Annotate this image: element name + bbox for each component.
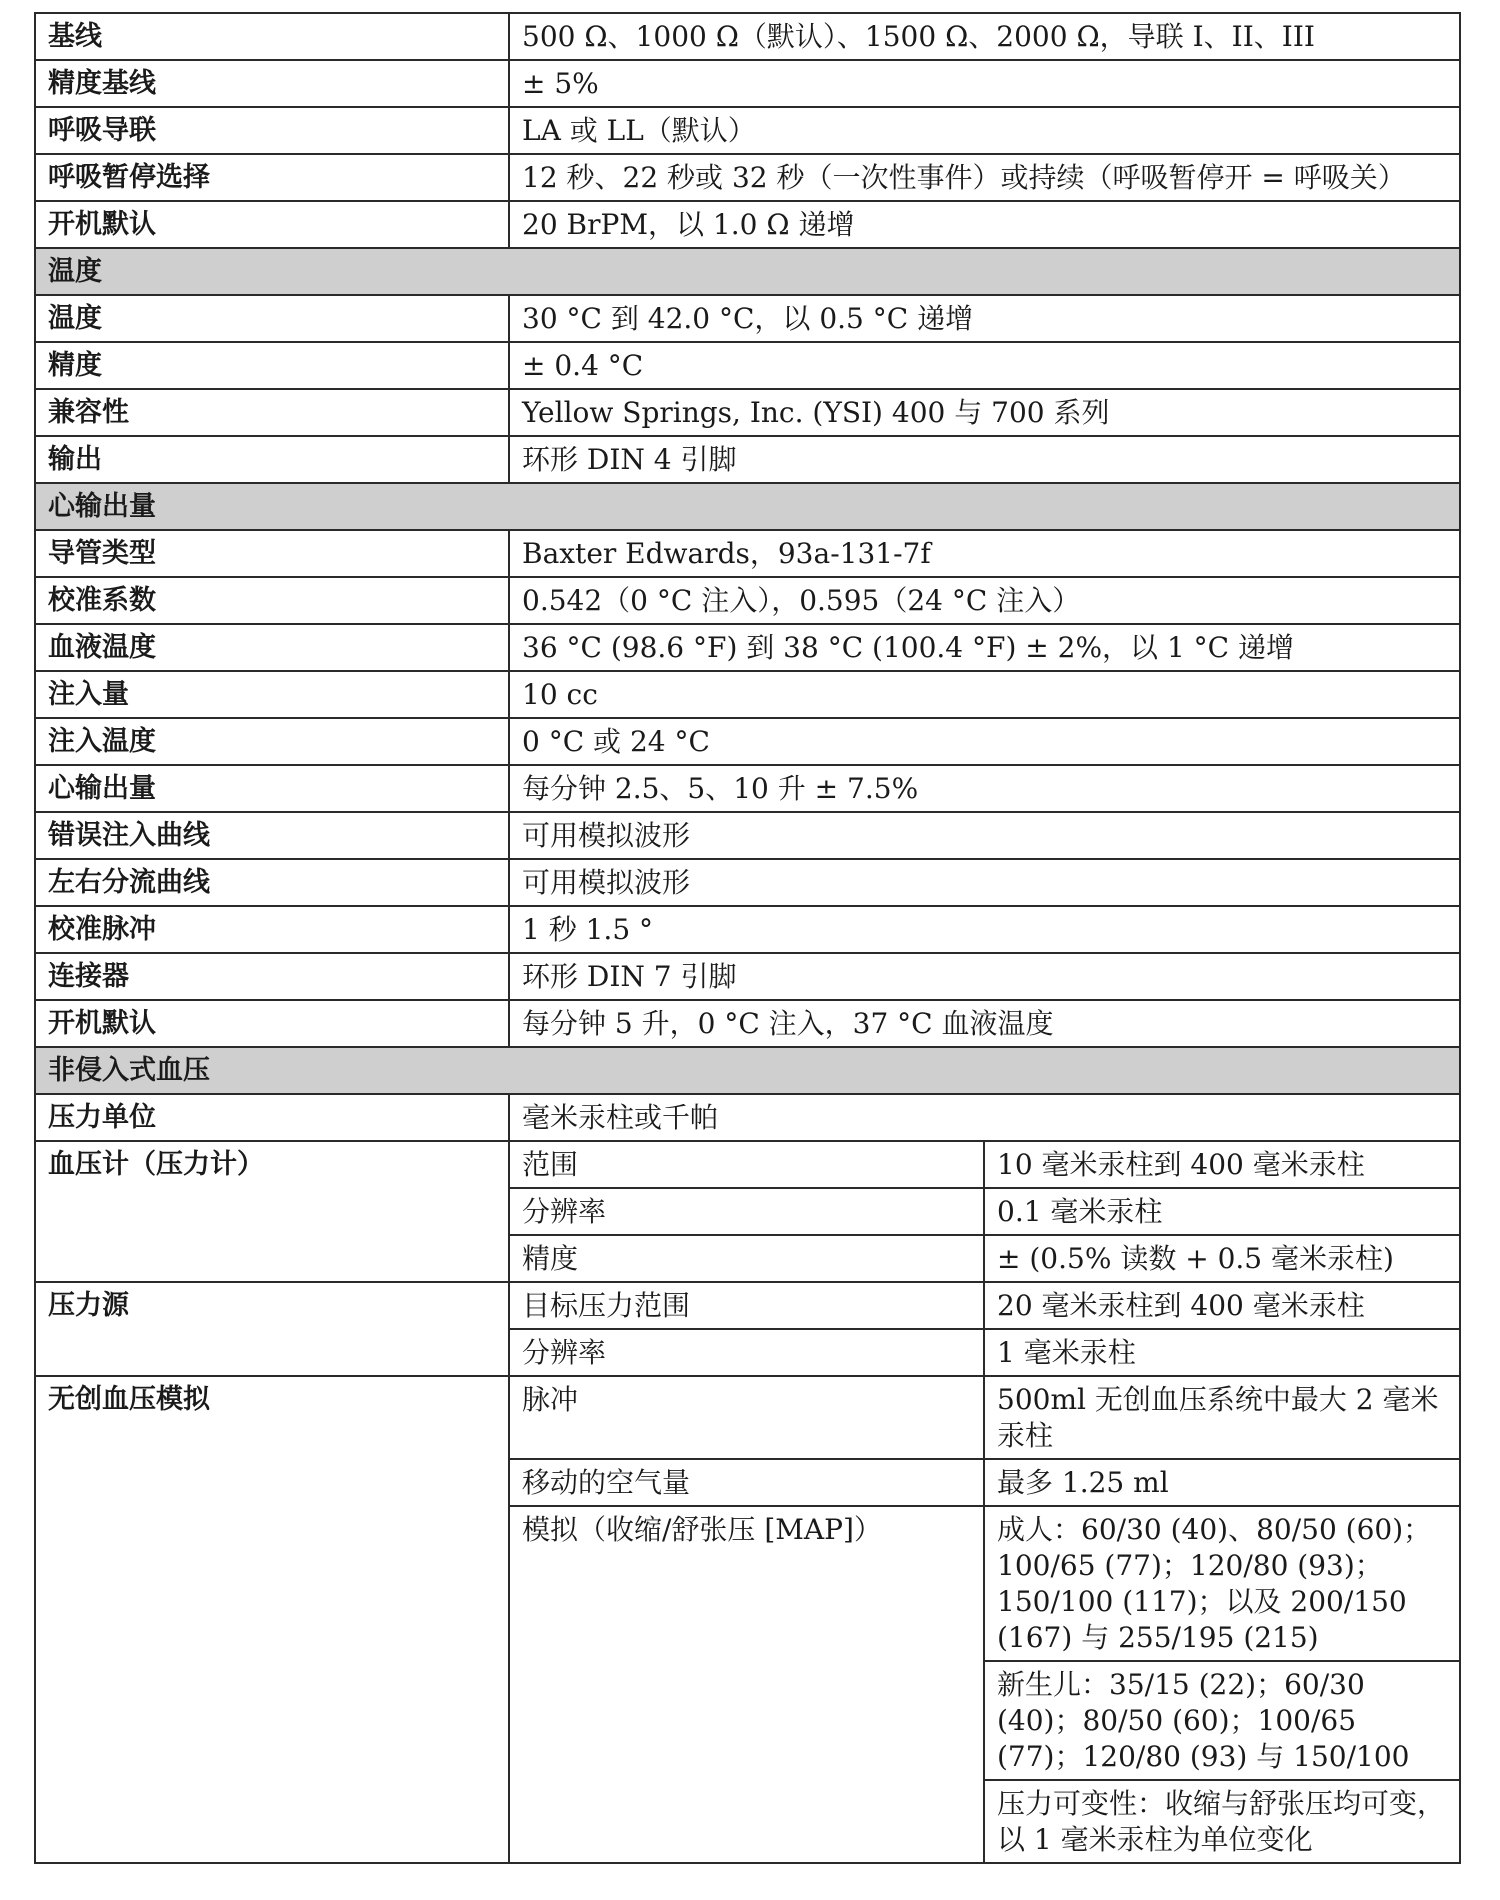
spec-subrow (35, 1141, 1460, 1188)
row-label: 基线 (35, 13, 509, 60)
sub-value: 20 毫米汞柱到 400 毫米汞柱 (984, 1282, 1460, 1329)
spec-row (35, 859, 1460, 906)
section-header-nibp (35, 1047, 1460, 1094)
row-value: 36 °C (98.6 °F) 到 38 °C (100.4 °F) ± 2%，以 1 °C 递增 (509, 624, 1460, 671)
spec-row (35, 436, 1460, 483)
sub-label: 分辨率 (509, 1188, 984, 1235)
spec-row (35, 342, 1460, 389)
sub-value: 压力可变性：收缩与舒张压均可变，以 1 毫米汞柱为单位变化 (984, 1780, 1460, 1863)
sub-label: 模拟（收缩/舒张压 [MAP]） (509, 1506, 984, 1863)
sub-value: ± (0.5% 读数 + 0.5 毫米汞柱) (984, 1235, 1460, 1282)
row-label: 呼吸导联 (35, 107, 509, 154)
spec-subrow (35, 1282, 1460, 1329)
section-header-cardiac-output (35, 483, 1460, 530)
row-value: 可用模拟波形 (509, 859, 1460, 906)
row-value: 环形 DIN 4 引脚 (509, 436, 1460, 483)
row-label: 呼吸暂停选择 (35, 154, 509, 201)
row-label: 兼容性 (35, 389, 509, 436)
row-value: Baxter Edwards，93a-131-7f (509, 530, 1460, 577)
row-value: 500 Ω、1000 Ω（默认）、1500 Ω、2000 Ω，导联 I、II、III (509, 13, 1460, 60)
spec-row (35, 671, 1460, 718)
row-label: 温度 (35, 295, 509, 342)
spec-row (35, 577, 1460, 624)
spec-row (35, 624, 1460, 671)
row-value: 可用模拟波形 (509, 812, 1460, 859)
row-value: 1 秒 1.5 ° (509, 906, 1460, 953)
row-value: 每分钟 5 升，0 °C 注入，37 °C 血液温度 (509, 1000, 1460, 1047)
spec-row (35, 154, 1460, 201)
sub-value: 成人：60/30 (40)、80/50 (60)；100/65 (77)；120/80 (93)；150/100 (117)；以及 200/150 (167) 与 255/195 (215) (984, 1506, 1460, 1661)
row-label: 压力单位 (35, 1094, 509, 1141)
row-value: 每分钟 2.5、5、10 升 ± 7.5% (509, 765, 1460, 812)
spec-row (35, 389, 1460, 436)
row-label: 连接器 (35, 953, 509, 1000)
spec-row (35, 530, 1460, 577)
row-label: 校准系数 (35, 577, 509, 624)
spec-row (35, 812, 1460, 859)
row-label: 校准脉冲 (35, 906, 509, 953)
sub-label: 范围 (509, 1141, 984, 1188)
row-value: 30 °C 到 42.0 °C，以 0.5 °C 递增 (509, 295, 1460, 342)
row-label: 错误注入曲线 (35, 812, 509, 859)
spec-row (35, 1094, 1460, 1141)
group-label: 血压计（压力计） (35, 1141, 509, 1282)
row-label: 精度 (35, 342, 509, 389)
sub-value: 最多 1.25 ml (984, 1459, 1460, 1506)
row-label: 心输出量 (35, 765, 509, 812)
row-value: 0.542（0 °C 注入），0.595（24 °C 注入） (509, 577, 1460, 624)
spec-row (35, 1000, 1460, 1047)
row-value: 12 秒、22 秒或 32 秒（一次性事件）或持续（呼吸暂停开 = 呼吸关） (509, 154, 1460, 201)
row-value: 环形 DIN 7 引脚 (509, 953, 1460, 1000)
spec-row (35, 13, 1460, 60)
row-label: 左右分流曲线 (35, 859, 509, 906)
sub-value: 0.1 毫米汞柱 (984, 1188, 1460, 1235)
row-label: 注入量 (35, 671, 509, 718)
spec-row (35, 718, 1460, 765)
sub-value: 10 毫米汞柱到 400 毫米汞柱 (984, 1141, 1460, 1188)
row-value: LA 或 LL（默认） (509, 107, 1460, 154)
row-value: 毫米汞柱或千帕 (509, 1094, 1460, 1141)
spec-row (35, 201, 1460, 248)
spec-table (34, 12, 1461, 1864)
spec-row (35, 295, 1460, 342)
spec-row (35, 906, 1460, 953)
row-label: 开机默认 (35, 201, 509, 248)
sub-label: 移动的空气量 (509, 1459, 984, 1506)
spec-row (35, 953, 1460, 1000)
section-title: 非侵入式血压 (35, 1047, 1460, 1094)
sub-value: 500ml 无创血压系统中最大 2 毫米汞柱 (984, 1376, 1460, 1459)
section-header-temperature (35, 248, 1460, 295)
row-label: 注入温度 (35, 718, 509, 765)
row-label: 导管类型 (35, 530, 509, 577)
row-value: 10 cc (509, 671, 1460, 718)
row-label: 精度基线 (35, 60, 509, 107)
row-value: 20 BrPM，以 1.0 Ω 递增 (509, 201, 1460, 248)
sub-label: 脉冲 (509, 1376, 984, 1459)
sub-label: 目标压力范围 (509, 1282, 984, 1329)
row-value: Yellow Springs, Inc. (YSI) 400 与 700 系列 (509, 389, 1460, 436)
row-label: 开机默认 (35, 1000, 509, 1047)
row-value: ± 5% (509, 60, 1460, 107)
sub-label: 分辨率 (509, 1329, 984, 1376)
row-value: ± 0.4 °C (509, 342, 1460, 389)
sub-value: 新生儿：35/15 (22)；60/30 (40)；80/50 (60)；100/65 (77)；120/80 (93) 与 150/100 (984, 1661, 1460, 1780)
spec-row (35, 765, 1460, 812)
spec-subrow (35, 1376, 1460, 1459)
spec-row (35, 60, 1460, 107)
group-label: 无创血压模拟 (35, 1376, 509, 1863)
sub-value: 1 毫米汞柱 (984, 1329, 1460, 1376)
row-label: 血液温度 (35, 624, 509, 671)
row-value: 0 °C 或 24 °C (509, 718, 1460, 765)
sub-label: 精度 (509, 1235, 984, 1282)
section-title: 心输出量 (35, 483, 1460, 530)
group-label: 压力源 (35, 1282, 509, 1376)
section-title: 温度 (35, 248, 1460, 295)
row-label: 输出 (35, 436, 509, 483)
spec-row (35, 107, 1460, 154)
